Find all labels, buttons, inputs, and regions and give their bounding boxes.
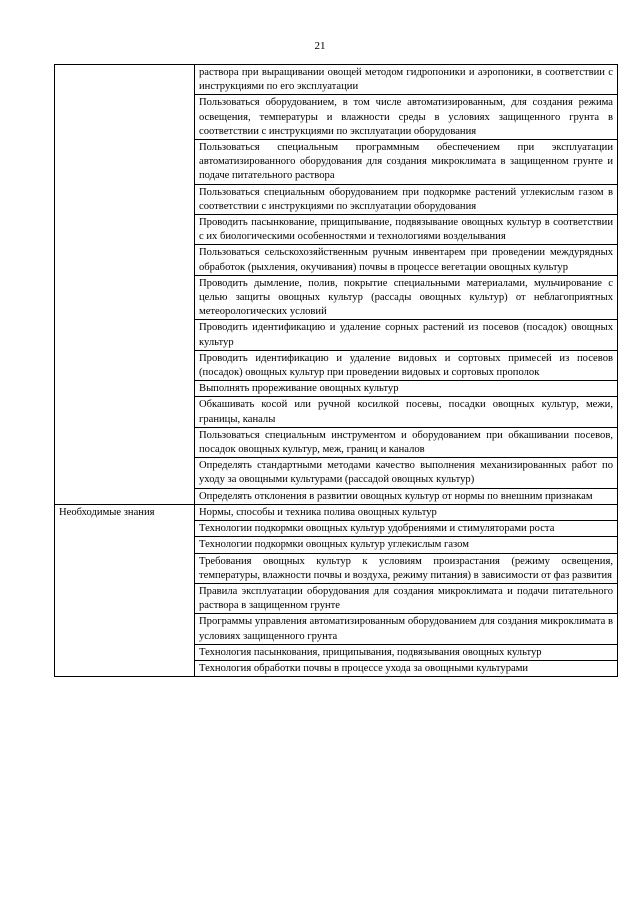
skill-item: Проводить идентификацию и удаление видовых и сортовых примесей из посевов (посадок) овощных культур при проведении видовых и сортовых прополок xyxy=(195,350,618,380)
knowledge-item: Технологии подкормки овощных культур углекислым газом xyxy=(195,537,618,553)
skill-item: Пользоваться специальным оборудованием при подкормке растений углекислым газом в соответствии с инструкциями по эксплуатации оборудования xyxy=(195,184,618,214)
skill-item: раствора при выращивании овощей методом гидропоники и аэропоники, в соответствии с инструкциями по его эксплуатации xyxy=(195,65,618,95)
knowledge-item: Требования овощных культур к условиям произрастания (режиму освещения, температуры, влажности почвы и воздуха, режиму питания) в зависимости от фаз развития xyxy=(195,553,618,583)
knowledge-item: Правила эксплуатации оборудования для создания микроклимата и подачи питательного раствора в защищенном грунте xyxy=(195,583,618,613)
skill-item: Обкашивать косой или ручной косилкой посевы, посадки овощных культур, межи, границы, каналы xyxy=(195,397,618,427)
skill-item: Проводить дымление, полив, покрытие специальными материалами, мульчирование с целью защиты овощных культур (рассады овощных культур) от неблагоприятных метеорологических условий xyxy=(195,275,618,320)
skill-item: Проводить идентификацию и удаление сорных растений из посевов (посадок) овощных культур xyxy=(195,320,618,350)
knowledge-item: Программы управления автоматизированным оборудованием для создания микроклимата в условиях защищенного грунта xyxy=(195,614,618,644)
skill-item: Пользоваться специальным инструментом и оборудованием при обкашивании посевов, посадок овощных культур, меж, границ и каналов xyxy=(195,427,618,457)
skills-label-cell xyxy=(55,65,195,505)
table-row xyxy=(55,504,618,520)
skill-item: Пользоваться оборудованием, в том числе автоматизированным, для создания режима освещения, температуры и влажности среды в условиях защищенного грунта в соответствии с инструкциями по эксплуатации оборудования xyxy=(195,95,618,140)
skill-item: Определять стандартными методами качество выполнения механизированных работ по уходу за овощными культурами (рассадой овощных культур) xyxy=(195,458,618,488)
table-row xyxy=(55,65,618,95)
knowledge-item: Технология пасынкования, прищипывания, подвязывания овощных культур xyxy=(195,644,618,660)
page-number: 21 xyxy=(314,40,326,52)
knowledge-item: Технология обработки почвы в процессе ухода за овощными культурами xyxy=(195,660,618,676)
skill-item: Пользоваться сельскохозяйственным ручным инвентарем при проведении междурядных обработок (рыхления, окучивания) почвы в процессе вегетации овощных культур xyxy=(195,245,618,275)
knowledge-label: Необходимые знания xyxy=(55,504,195,676)
skill-item: Пользоваться специальным программным обеспечением при эксплуатации автоматизированного оборудования для создания микроклимата в защищенном грунте и подаче питательного раствора xyxy=(195,140,618,185)
skill-item: Проводить пасынкование, прищипывание, подвязывание овощных культур в соответствии с их биологическими особенностями и технологиями возделывания xyxy=(195,215,618,245)
knowledge-item: Технологии подкормки овощных культур удобрениями и стимуляторами роста xyxy=(195,521,618,537)
skill-item: Выполнять прореживание овощных культур xyxy=(195,381,618,397)
knowledge-item: Нормы, способы и техника полива овощных культур xyxy=(195,504,618,520)
skill-item: Определять отклонения в развитии овощных культур от нормы по внешним признакам xyxy=(195,488,618,504)
requirements-table xyxy=(54,64,618,677)
